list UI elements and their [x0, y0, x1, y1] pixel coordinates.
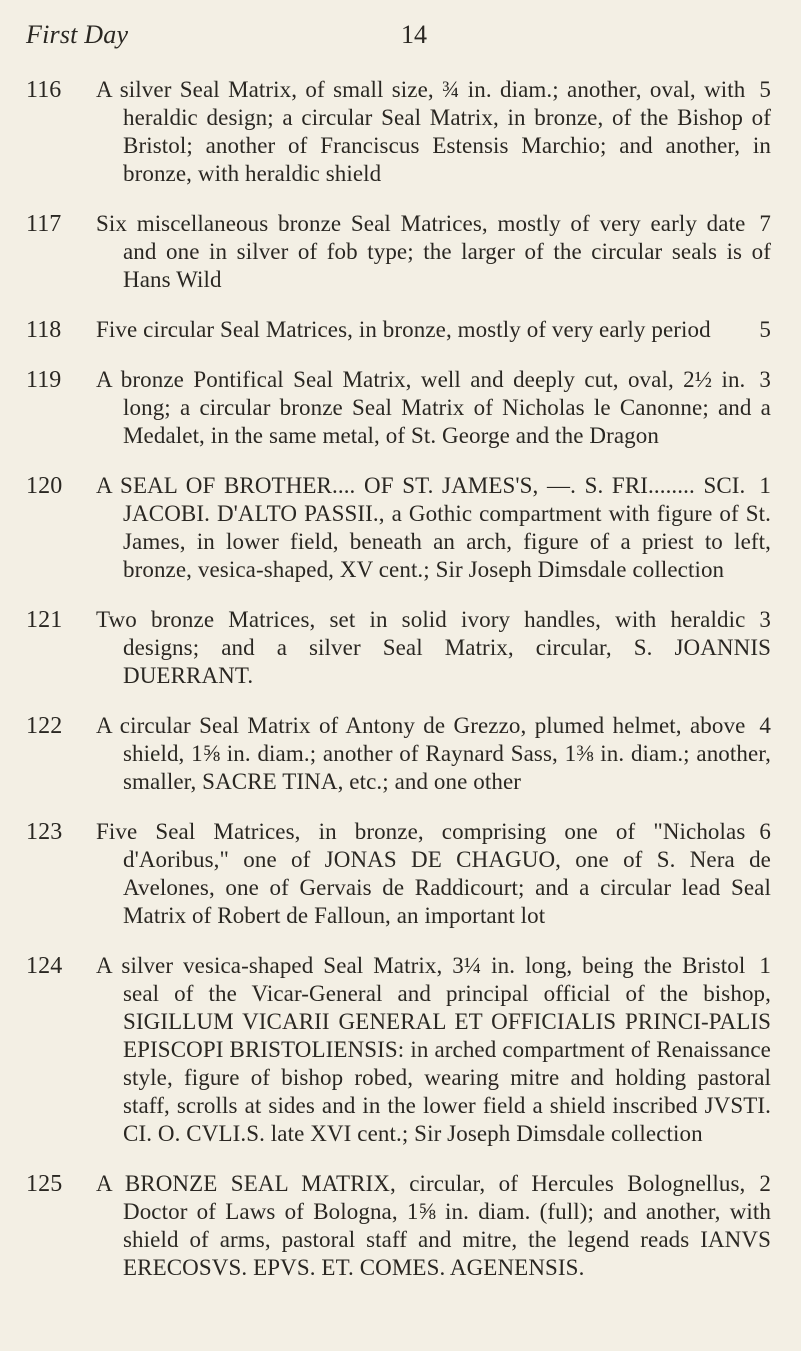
running-head: [26, 20, 771, 62]
lot-entry: [26, 818, 771, 930]
lot-description: A bronze Pontifical Seal Matrix, well and deeply cut, oval, 2½ in. long; a circular bronze Seal Matrix of Nicholas le Canonne; and a Medalet, in the same metal, of St. George and the Dragon: [96, 367, 771, 448]
lot-estimate: 1: [759, 953, 771, 978]
lot-estimate: 2: [759, 1171, 771, 1196]
lot-estimate: 7: [759, 211, 771, 236]
lot-entry: [26, 472, 771, 584]
lot-number: 116: [26, 77, 62, 103]
lot-number: 123: [26, 819, 63, 845]
lot-number: 122: [26, 713, 63, 739]
lot-entry: [26, 1170, 771, 1282]
lot-estimate: 6: [759, 819, 771, 844]
lot-description: A circular Seal Matrix of Antony de Grezzo, plumed helmet, above shield, 1⅝ in. diam.; another of Raynard Sass, 1⅜ in. diam.; another, smaller, SACRE TINA, etc.; and one other: [96, 713, 771, 794]
lot-number: 124: [26, 953, 63, 979]
lot-description: A SEAL OF BROTHER.... OF ST. JAMES'S, —. S. FRI........ SCI. JACOBI. D'ALTO PASSII., a Gothic compartment with figure of St. James, in lower field, beneath an arch, figure of a priest to left, bronze, vesica-shaped, XV cent.; Sir Joseph Dimsdale collection: [96, 473, 771, 582]
lot-entry: [26, 606, 771, 690]
lot-number: 125: [26, 1171, 63, 1197]
lot-description: Five Seal Matrices, in bronze, comprising one of "Nicholas d'Aoribus," one of JONAS DE CHAGUO, one of S. Nera de Avelones, one of Gervais de Raddicourt; and a circular lead Seal Matrix of Robert de Falloun, an important lot: [96, 819, 771, 928]
lot-entry: [26, 76, 771, 188]
lot-number: 120: [26, 473, 63, 499]
lot-number: 117: [26, 211, 62, 237]
lot-entry: [26, 366, 771, 450]
lot-description: Two bronze Matrices, set in solid ivory handles, with heraldic designs; and a silver Seal Matrix, circular, S. JOANNIS DUERRANT.: [96, 607, 771, 688]
sale-day-title: First Day: [26, 20, 129, 49]
lot-estimate: 3: [759, 367, 771, 392]
lot-description: A BRONZE SEAL MATRIX, circular, of Hercules Bolognellus, Doctor of Laws of Bologna, 1⅝ in. diam. (full); and another, with shield of arms, pastoral staff and mitre, the legend reads IANVS ERECOSVS. EPVS. ET. COMES. AGENENSIS.: [96, 1171, 771, 1280]
lot-number: 119: [26, 367, 62, 393]
lot-description: A silver Seal Matrix, of small size, ¾ in. diam.; another, oval, with heraldic design; a circular Seal Matrix, in bronze, of the Bishop of Bristol; another of Franciscus Estensis Marchio; and another, in bronze, with heraldic shield: [96, 77, 771, 186]
lot-entry: [26, 210, 771, 294]
lot-description: Six miscellaneous bronze Seal Matrices, mostly of very early date and one in silver of fob type; the larger of the circular seals is of Hans Wild: [96, 211, 771, 292]
lot-estimate: 1: [759, 473, 771, 498]
lot-description: A silver vesica-shaped Seal Matrix, 3¼ in. long, being the Bristol seal of the Vicar-General and principal official of the bishop, SIGILLUM VICARII GENERAL ET OFFICIALIS PRINCI-PALIS EPISCOPI BRISTOLIENSIS: in arched compartment of Renaissance style, figure of bishop robed, wearing mitre and holding pastoral staff, scrolls at sides and in the lower field a shield inscribed JVSTI. CI. O. CVLI.S. late XVI cent.; Sir Joseph Dimsdale collection: [96, 953, 771, 1146]
lot-estimate: 4: [759, 713, 771, 738]
lot-estimate: 5: [759, 317, 771, 342]
lot-entry: [26, 712, 771, 796]
lot-estimate: 5: [759, 77, 771, 102]
lot-entry: [26, 316, 771, 344]
lot-number: 118: [26, 317, 62, 343]
page-number: 14: [401, 20, 427, 49]
lot-list: [26, 76, 771, 1282]
lot-description: Five circular Seal Matrices, in bronze, mostly of very early period: [96, 317, 711, 342]
lot-entry: [26, 952, 771, 1148]
lot-estimate: 3: [759, 607, 771, 632]
lot-number: 121: [26, 607, 63, 633]
